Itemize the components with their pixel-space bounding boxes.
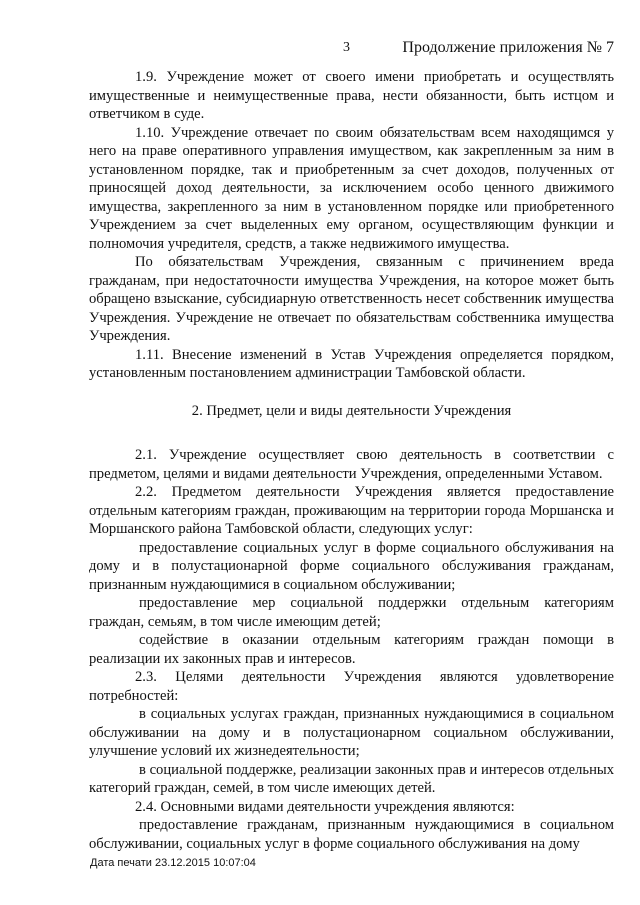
paragraph-2-2: 2.2. Предметом деятельности Учреждения является предоставление отдельным категориям граждан, проживающим на территории города Моршанска и Моршанского района Тамбовской области, следующих услуг: [89,484,614,537]
paragraph-2-3-item-a: в социальных услугах граждан, признанных нуждающимися в социальном обслуживании на дому и в полустационарном социальном обслуживании, улучшение условий их жизнедеятельности; [89,706,614,759]
section-2-title: 2. Предмет, цели и виды деятельности Учреждения [191,402,512,419]
paragraph-2-3: 2.3. Целями деятельности Учреждения являются удовлетворение потребностей: [89,669,614,704]
paragraph-2-1: 2.1. Учреждение осуществляет свою деятельность в соответствии с предметом, целями и видами деятельности Учреждения, определенными Уставом. [89,447,614,482]
paragraph-liability: По обязательствам Учреждения, связанным с причинением вреда гражданам, при недостаточности имущества Учреждения, на которое может быть обращено взыскание, субсидиарную ответственность несет собственник имущества Учреждения. Учреждение не отвечает по обязательствам собственника имущества Учреждения. [89,254,614,344]
paragraph-2-2-item-c: содействие в оказании отдельным категориям граждан помощи в реализации их законных прав и интересов. [89,632,614,667]
print-date: Дата печати 23.12.2015 10:07:04 [90,857,256,869]
document-body [89,68,614,853]
paragraph-1-10: 1.10. Учреждение отвечает по своим обязательствам всем находящимся у него на праве оперативного управления имуществом, как закрепленным за ним в установленном порядке, так и приобретенным за счет доходов, полученных от приносящей доход деятельности, за исключением особо ценного движимого имущества, закрепленного за ним в установленном порядке или приобретенного Учреждением за счет выделенных ему органом, осуществляющим функции и полномочия учредителя, средств, а также недвижимого имущества. [89,124,614,252]
appendix-label: Продолжение приложения № 7 [402,39,614,56]
paragraph-1-9: 1.9. Учреждение может от своего имени приобретать и осуществлять имущественные и неимущественные права, нести обязанности, быть истцом и ответчиком в суде. [89,69,614,122]
paragraph-2-2-item-a: предоставление социальных услуг в форме социального обслуживания на дому и в полустационарной форме социального обслуживания гражданам, признанным нуждающимися в социальном обслуживании; [89,539,614,593]
page-header [0,40,640,60]
paragraph-2-4-item-a: предоставление гражданам, признанным нуждающимися в социальном обслуживании, социальных услуг в форме социального обслуживания на дому [89,817,614,852]
paragraph-2-2-item-b: предоставление мер социальной поддержки отдельным категориям граждан, семьям, в том числе имеющим детей; [89,595,614,630]
paragraph-2-3-item-b: в социальной поддержке, реализации законных прав и интересов отдельных категорий граждан, семей, в том числе имеющих детей. [89,761,614,796]
paragraph-2-4: 2.4. Основными видами деятельности учреждения являются: [135,798,515,815]
paragraph-1-11: 1.11. Внесение изменений в Устав Учреждения определяется порядком, установленным постановлением администрации Тамбовской области. [89,346,614,381]
page-number: 3 [343,40,350,55]
